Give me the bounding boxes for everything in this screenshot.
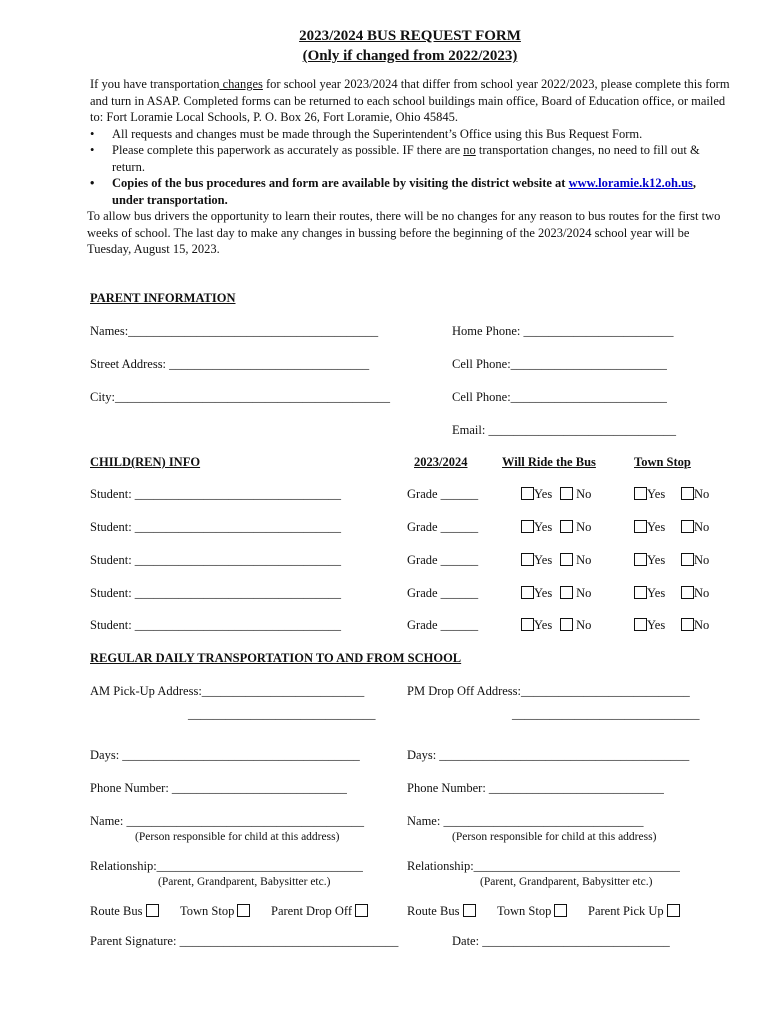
bullet-3-text-a: Copies of the bus procedures and form are available by visiting the district website at [112,176,569,190]
bullet-2-text-b: transportation changes, no need to fill out & return. [112,143,700,174]
stop-yes-label: Yes [647,586,666,600]
ride-no-checkbox[interactable] [560,553,573,566]
children-heading: CHILD(REN) INFO [90,455,201,469]
ride-yes-option [521,519,552,535]
district-website-link[interactable]: www.loramie.k12.oh.us [568,176,693,190]
person-note-right: (Person responsible for child at this address) [452,831,657,843]
route-bus-checkbox-left[interactable] [146,904,159,917]
stop-yes-checkbox[interactable] [634,520,647,533]
ride-no-label: No [576,586,592,600]
ride-no-label: No [576,520,592,534]
parent-drop-off [271,903,368,919]
ride-no-label: No [576,618,592,632]
stop-no-label: No [694,553,710,567]
ride-yes-option [521,486,552,502]
parent-drop-off-checkbox[interactable] [355,904,368,917]
bullet-1 [112,126,730,143]
town-stop-label-right: Town Stop [497,904,552,918]
stop-no-option [681,585,709,601]
stop-no-label: No [694,586,710,600]
intro-paragraph [90,76,730,126]
ride-yes-checkbox[interactable] [521,618,534,631]
intro-text-a: If you have transportation [90,77,220,91]
regular-heading: REGULAR DAILY TRANSPORTATION TO AND FROM SCHOOL [90,651,462,665]
bullet-3 [112,175,730,208]
date-field[interactable]: Date: ______________________________ [452,934,670,948]
route-bus-checkbox-right[interactable] [463,904,476,917]
person-note-left: (Person responsible for child at this address) [135,831,340,843]
stop-yes-checkbox[interactable] [634,618,647,631]
town-stop-checkbox-left[interactable] [237,904,250,917]
stop-no-checkbox[interactable] [681,553,694,566]
stop-no-checkbox[interactable] [681,520,694,533]
bullet-2 [112,142,730,175]
ride-yes-checkbox[interactable] [521,520,534,533]
ride-no-option [560,617,591,633]
stop-yes-option [634,486,665,502]
relationship-field-left[interactable]: Relationship:_________________________________ [90,859,363,873]
stop-no-option [681,519,709,535]
ride-no-option [560,486,591,502]
town-stop-checkbox-right[interactable] [554,904,567,917]
name-field-left[interactable]: Name: ______________________________________ [90,814,364,828]
pm-dropoff-field[interactable]: PM Drop Off Address:___________________________ [407,684,690,698]
route-bus-label-right: Route Bus [407,904,460,918]
stop-no-checkbox[interactable] [681,487,694,500]
ride-no-option [560,519,591,535]
parent-info-heading: PARENT INFORMATION [90,291,236,305]
student-name-field[interactable]: Student: _________________________________ [90,520,342,534]
days-field-left[interactable]: Days: ______________________________________ [90,748,360,762]
student-name-field[interactable]: Student: _________________________________ [90,553,342,567]
parent-signature-field[interactable]: Parent Signature: ___________________________________ [90,934,399,948]
stop-no-label: No [694,618,710,632]
rel-note-left: (Parent, Grandparent, Babysitter etc.) [158,876,331,888]
parent-info-heading-row [90,290,730,306]
form-title [90,26,730,66]
rel-note-right: (Parent, Grandparent, Babysitter etc.) [480,876,653,888]
parent-pick-up [588,903,680,919]
ride-yes-checkbox[interactable] [521,586,534,599]
town-stop-label-left: Town Stop [180,904,235,918]
student-name-field[interactable]: Student: _________________________________ [90,586,342,600]
name-field-right[interactable]: Name: ________________________________ [407,814,644,828]
stop-yes-option [634,617,665,633]
ride-yes-option [521,552,552,568]
stop-yes-label: Yes [647,618,666,632]
names-field[interactable]: Names:________________________________________ [90,324,379,338]
parent-pick-up-label: Parent Pick Up [588,904,664,918]
ride-yes-option [521,585,552,601]
grade-field[interactable]: Grade ______ [407,487,479,501]
intro-text-underlined: changes [219,77,263,91]
stop-no-checkbox[interactable] [681,586,694,599]
col-ride-header: Will Ride the Bus [502,455,596,469]
route-bus-label-left: Route Bus [90,904,143,918]
am-pickup-field[interactable]: AM Pick-Up Address:__________________________ [90,684,365,698]
cell-phone-field-2[interactable]: Cell Phone:_________________________ [452,390,667,404]
title-line-1: 2023/2024 BUS REQUEST FORM [299,28,521,44]
bullet-2-text-a: Please complete this paperwork as accurately as possible. IF there are [112,143,464,157]
stop-no-label: No [694,487,710,501]
title-line-2: (Only if changed from 2022/2023) [302,48,518,64]
stop-yes-label: Yes [647,520,666,534]
stop-yes-option [634,519,665,535]
ride-yes-label: Yes [534,487,553,501]
stop-no-checkbox[interactable] [681,618,694,631]
phone-field-left[interactable]: Phone Number: ____________________________ [90,781,347,795]
ride-yes-option [521,617,552,633]
route-bus-right [407,903,476,919]
home-phone-field[interactable]: Home Phone: ________________________ [452,324,674,338]
ride-no-checkbox[interactable] [560,520,573,533]
ride-yes-checkbox[interactable] [521,487,534,500]
student-name-field[interactable]: Student: _________________________________ [90,618,342,632]
am-pickup-line-2[interactable]: ______________________________ [188,707,376,721]
days-field-right[interactable]: Days: ________________________________________ [407,748,690,762]
ride-yes-label: Yes [534,520,553,534]
stop-yes-checkbox[interactable] [634,553,647,566]
ride-no-checkbox[interactable] [560,487,573,500]
ride-no-label: No [576,487,592,501]
regular-heading-row [90,650,730,666]
stop-yes-option [634,552,665,568]
phone-field-right[interactable]: Phone Number: ____________________________ [407,781,664,795]
city-field[interactable]: City:____________________________________________ [90,390,391,404]
route-bus-left [90,903,159,919]
grade-field[interactable]: Grade ______ [407,586,479,600]
grade-field[interactable]: Grade ______ [407,520,479,534]
bullet-3-text-b: , under transportation. [112,176,697,207]
ride-yes-checkbox[interactable] [521,553,534,566]
instructions-list [90,126,730,209]
ride-yes-label: Yes [534,586,553,600]
stop-yes-label: Yes [647,553,666,567]
town-stop-right [497,903,567,919]
cell-phone-field-1[interactable]: Cell Phone:_________________________ [452,357,667,371]
parent-drop-off-label: Parent Drop Off [271,904,352,918]
ride-no-label: No [576,553,592,567]
town-stop-left [180,903,250,919]
stop-no-option [681,552,709,568]
stop-no-option [681,486,709,502]
bullet-2-text-u: no [463,143,476,157]
stop-yes-checkbox[interactable] [634,586,647,599]
parent-pick-up-checkbox[interactable] [667,904,680,917]
stop-yes-checkbox[interactable] [634,487,647,500]
relationship-field-right[interactable]: Relationship:_________________________________ [407,859,680,873]
email-field[interactable]: Email: ______________________________ [452,423,676,437]
form-page [87,26,730,258]
ride-no-option [560,585,591,601]
intro-text-b: for school year 2023/2024 that differ from school year 2022/2023, please complete this form and turn in ASAP. Completed forms can be returned to each school buildings main office, Board of Education office, or mailed to: Fort Loramie Local Schools, P. O. Box 26, Fort Loramie, Ohio 45845. [90,77,730,124]
grade-field[interactable]: Grade ______ [407,553,479,567]
col-year-header: 2023/2024 [414,455,468,469]
ride-yes-label: Yes [534,553,553,567]
deadline-paragraph: To allow bus drivers the opportunity to learn their routes, there will be no changes for any reason to bus routes for the first two weeks of school. The last day to make any changes in bussing before the beginning of the 2023/2024 school year will be Tuesday, August 15, 2023. [87,209,721,256]
pm-dropoff-line-2[interactable]: ______________________________ [512,707,700,721]
grade-field[interactable]: Grade ______ [407,618,479,632]
stop-no-option [681,617,709,633]
stop-yes-label: Yes [647,487,666,501]
student-name-field[interactable]: Student: _________________________________ [90,487,342,501]
street-address-field[interactable]: Street Address: ________________________________ [90,357,370,371]
stop-no-label: No [694,520,710,534]
stop-yes-option [634,585,665,601]
col-stop-header: Town Stop [634,455,691,469]
bullet-1-text: All requests and changes must be made through the Superintendent’s Office using this Bus Request Form. [112,126,643,141]
ride-no-checkbox[interactable] [560,618,573,631]
ride-no-option [560,552,591,568]
ride-yes-label: Yes [534,618,553,632]
ride-no-checkbox[interactable] [560,586,573,599]
